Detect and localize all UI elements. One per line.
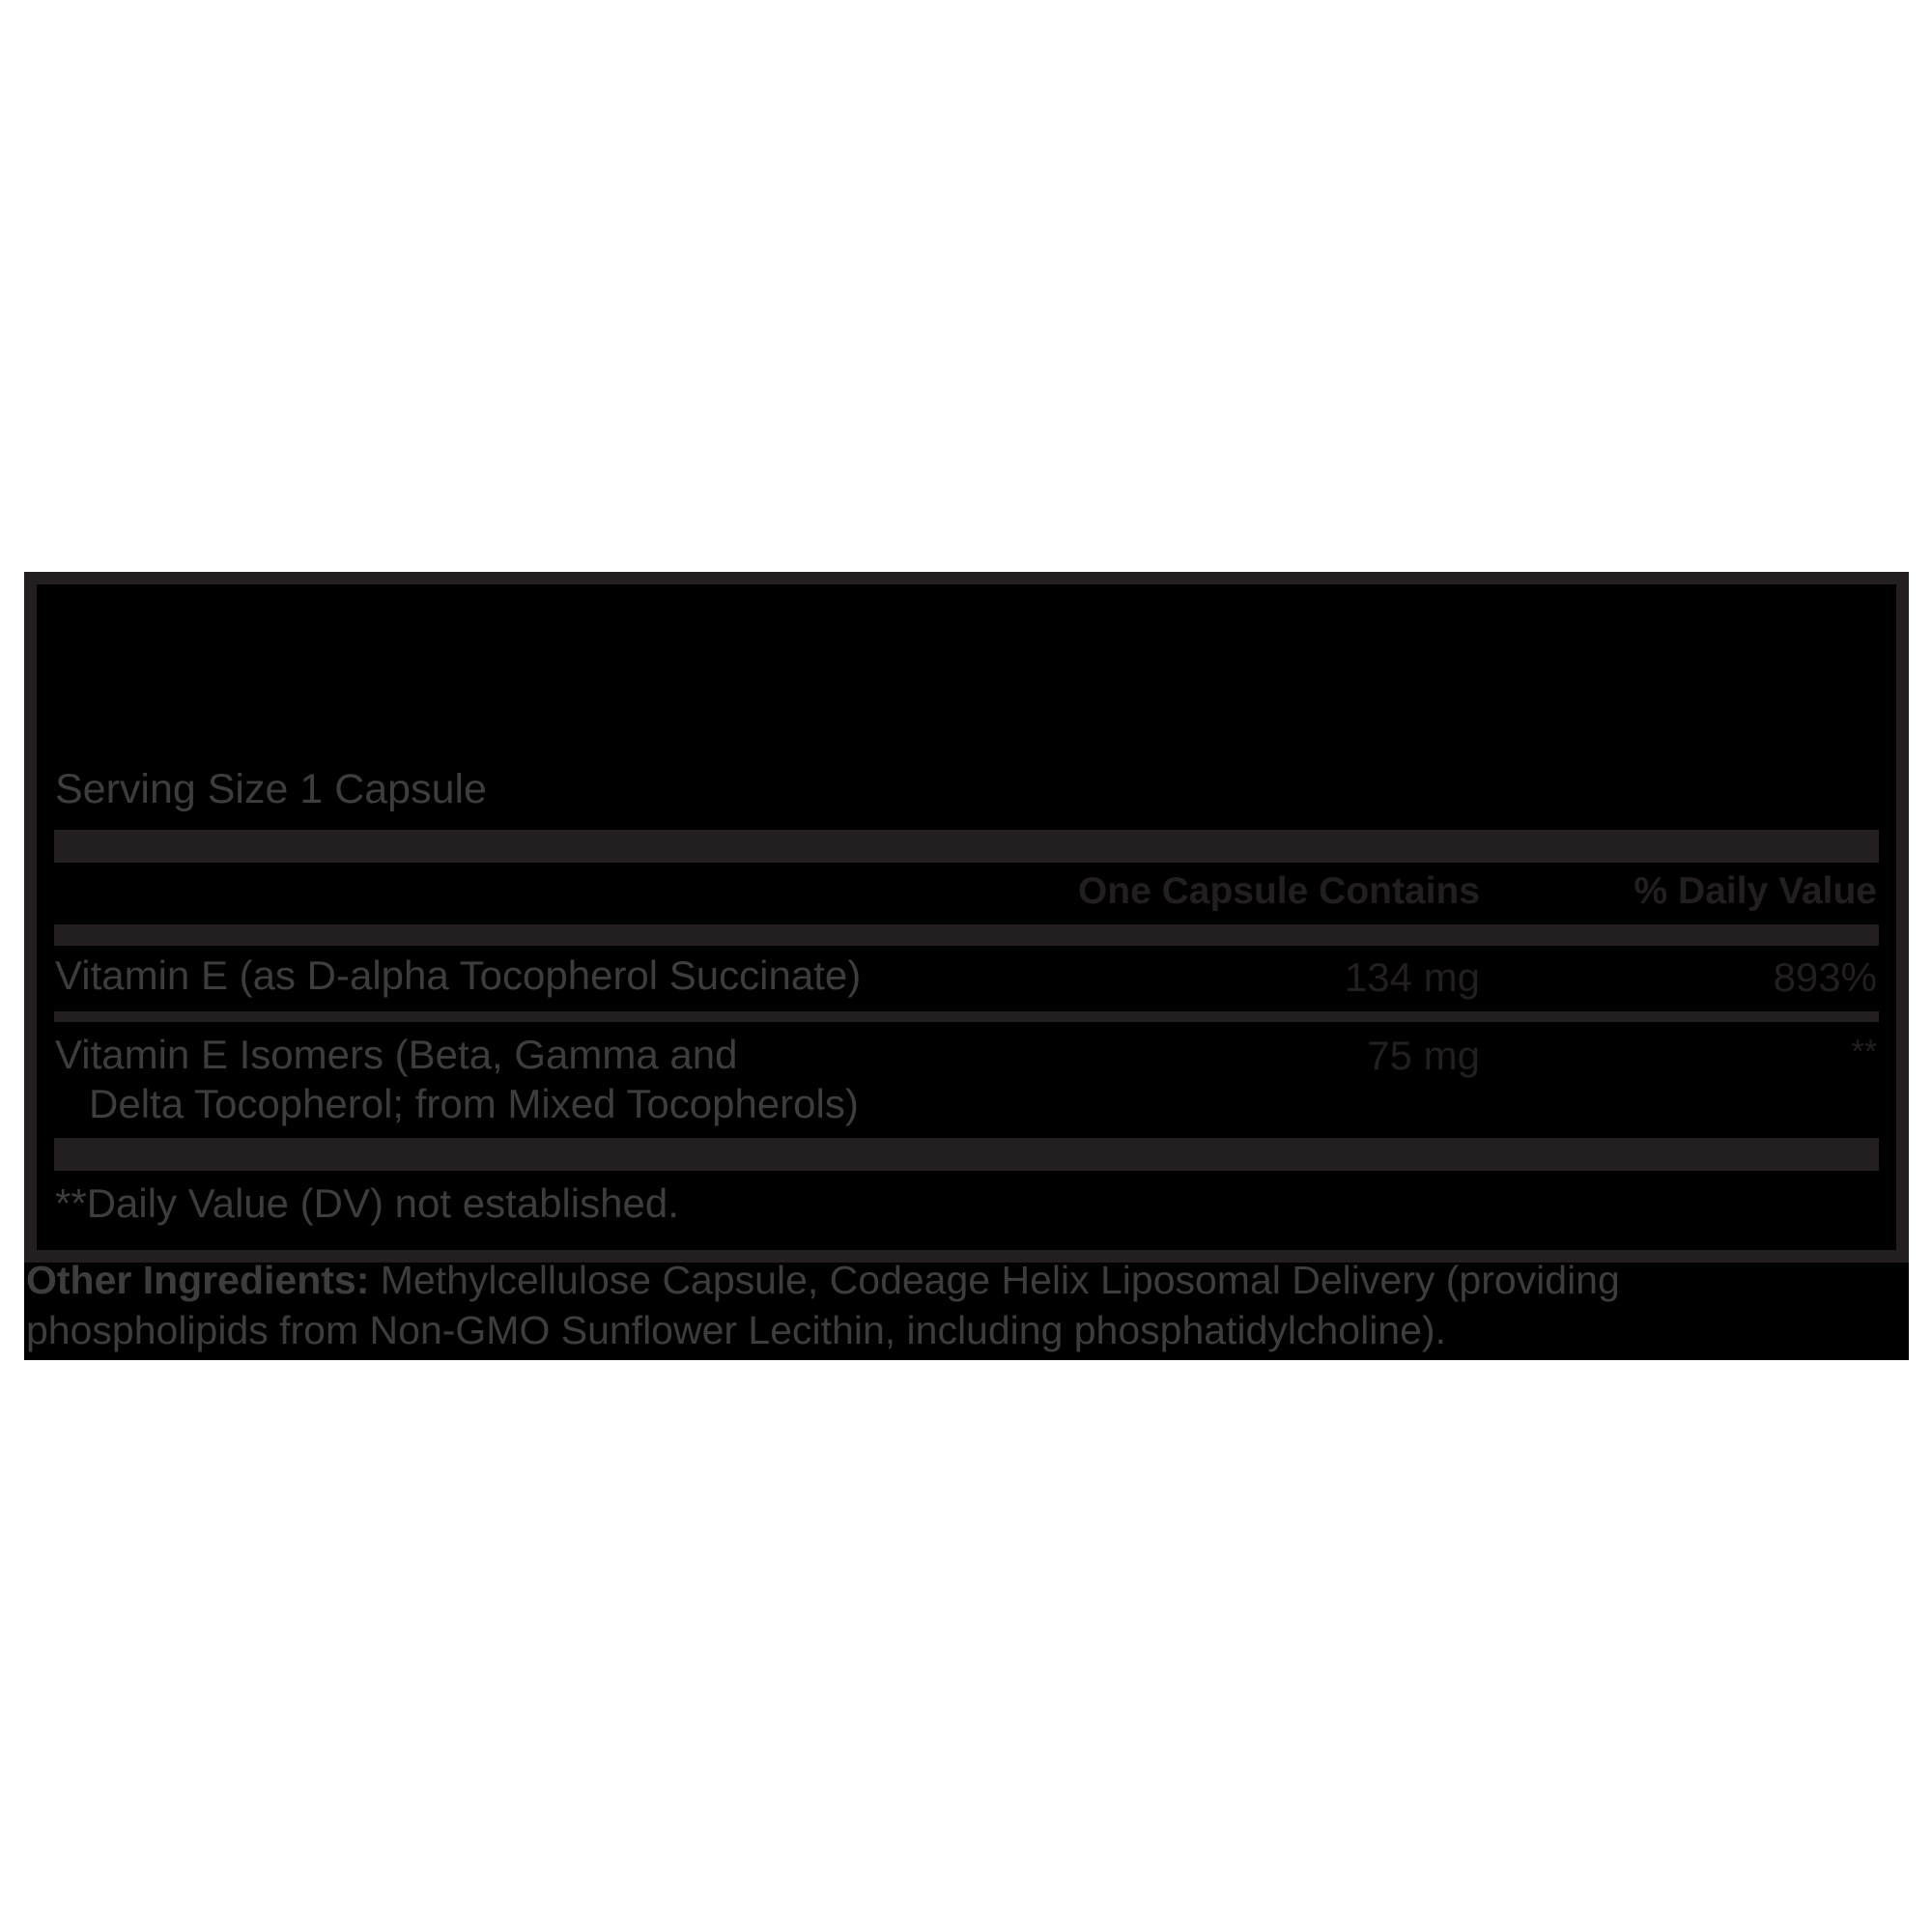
nutrient-name: Vitamin E (as D-alpha Tocopherol Succinate) (55, 952, 862, 998)
thick-divider (54, 1138, 1879, 1171)
nutrient-name: Vitamin E Isomers (Beta, Gamma and (55, 1032, 738, 1077)
nutrient-daily-value: 893% (1773, 954, 1877, 1000)
nutrient-name-continued: Delta Tocopherol; from Mixed Tocopherols) (89, 1081, 859, 1126)
nutrient-daily-value: ** (1851, 1034, 1877, 1070)
footnote: **Daily Value (DV) not established. (55, 1180, 679, 1226)
column-header-daily-value: % Daily Value (1634, 870, 1877, 912)
column-header-amount: One Capsule Contains (1077, 870, 1480, 912)
serving-size: Serving Size 1 Capsule (55, 766, 487, 812)
header-divider (54, 924, 1879, 946)
nutrient-amount: 134 mg (1344, 954, 1480, 1000)
other-ingredients-line1 (26, 1258, 1620, 1302)
row-divider (54, 1011, 1879, 1022)
other-ingredients-label: Other Ingredients: (26, 1258, 370, 1302)
thick-divider (54, 830, 1879, 863)
other-ingredients-line2: phospholipids from Non-GMO Sunflower Lecithin, including phosphatidylcholine). (26, 1308, 1446, 1352)
nutrient-amount: 75 mg (1367, 1033, 1480, 1078)
other-ingredients-text: Methylcellulose Capsule, Codeage Helix Liposomal Delivery (providing (369, 1258, 1620, 1302)
